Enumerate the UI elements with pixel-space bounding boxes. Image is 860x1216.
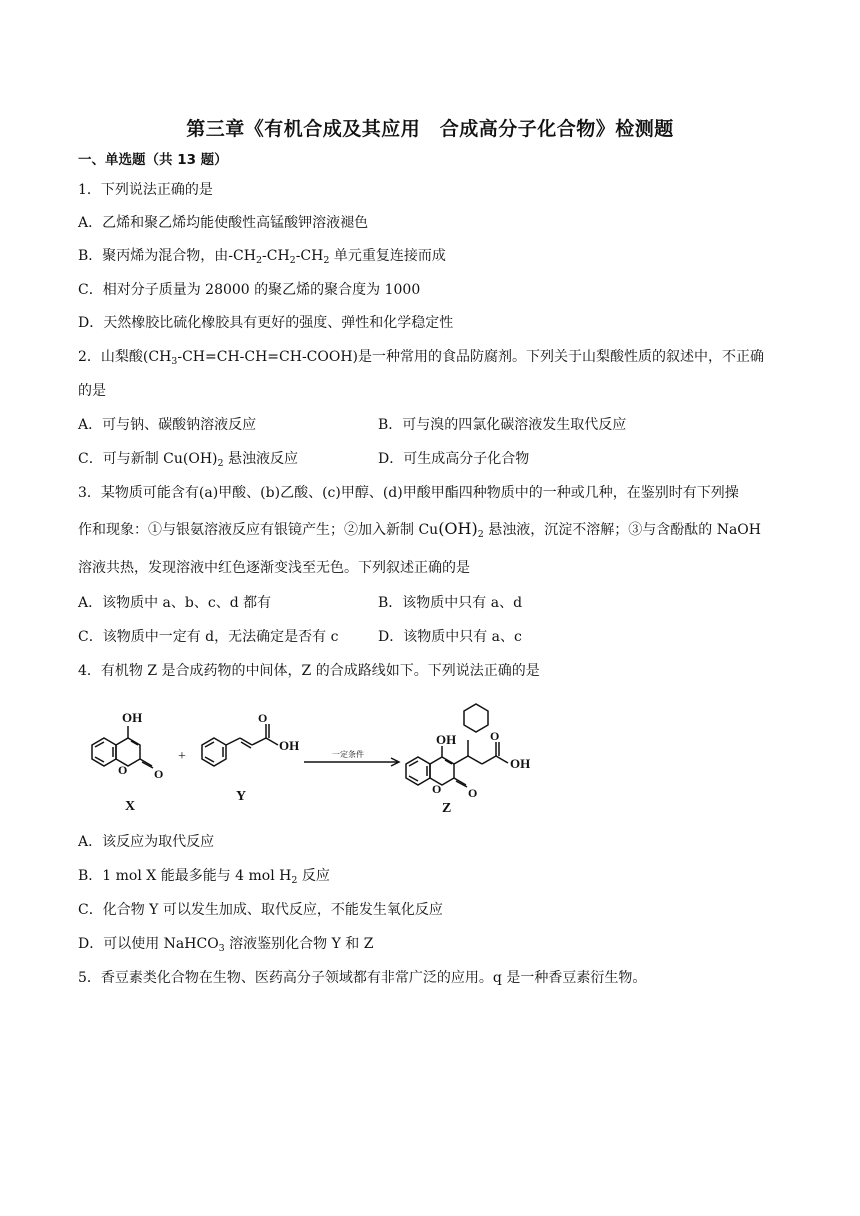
question-2-stem: 2．山梨酸$(CH_3-CH=CH-CH=CH-COOH)$是一种常用的食品防腐剂。下列关于山梨酸性质的叙述中，不正确 bbox=[78, 349, 765, 367]
section-heading: 一、单选题（共 13 题） bbox=[78, 152, 228, 168]
question-1-option-a: A．乙烯和聚乙烯均能使酸性高锰酸钾溶液褪色 bbox=[78, 215, 369, 231]
svg-text:O: O bbox=[118, 763, 128, 777]
question-4-stem: 4．有机物 Z 是合成药物的中间体，Z 的合成路线如下。下列说法正确的是 bbox=[78, 663, 540, 679]
label-z: Z bbox=[442, 801, 452, 816]
page-title: 第三章《有机合成及其应用 合成高分子化合物》检测题 bbox=[186, 118, 674, 140]
svg-text:O: O bbox=[490, 729, 500, 743]
question-4-option-d: D．可以使用 NaHCO$_3$ 溶液鉴别化合物 Y 和 Z bbox=[78, 936, 374, 954]
reaction-scheme-diagram bbox=[80, 700, 550, 820]
molecule-y-structure bbox=[202, 724, 278, 766]
y-oh-label: OH bbox=[279, 738, 300, 753]
question-3-stem-line-3: 溶液共热，发现溶液中红色逐渐变浅至无色。下列叙述正确的是 bbox=[78, 560, 470, 576]
svg-text:O: O bbox=[258, 711, 268, 725]
question-3-stem-line-2: 作和现象：①与银氨溶液反应有银镜产生；②加入新制 $Cu(OH)_2$ 悬浊液，沉淀不溶解；③与含酚酞的 NaOH bbox=[78, 519, 761, 540]
question-3-option-b: B．该物质中只有 a、d bbox=[378, 595, 523, 611]
question-3-option-a: A．该物质中 a、b、c、d 都有 bbox=[78, 595, 272, 611]
question-3-option-c: C．该物质中一定有 d，无法确定是否有 c bbox=[78, 629, 339, 645]
question-3-option-d: D．该物质中只有 a、c bbox=[378, 629, 522, 645]
question-1-option-b: B．聚丙烯为混合物，由$-CH_2-CH_2-CH_2$ 单元重复连接而成 bbox=[78, 248, 446, 266]
question-2-option-c: C．可与新制 $Cu(OH)_2$ 悬浊液反应 bbox=[78, 451, 299, 469]
question-2-option-b: B．可与溴的四氯化碳溶液发生取代反应 bbox=[378, 417, 627, 433]
question-4-option-c: C．化合物 Y 可以发生加成、取代反应，不能发生氧化反应 bbox=[78, 902, 443, 918]
question-1-stem: 1．下列说法正确的是 bbox=[78, 182, 213, 198]
question-1-option-c: C．相对分子质量为 28000 的聚乙烯的聚合度为 1000 bbox=[78, 282, 421, 298]
question-4-option-a: A．该反应为取代反应 bbox=[78, 834, 215, 850]
question-1-option-d: D．天然橡胶比硫化橡胶具有更好的强度、弹性和化学稳定性 bbox=[78, 315, 454, 331]
svg-text:O: O bbox=[468, 786, 478, 800]
label-x: X bbox=[125, 799, 136, 814]
label-y: Y bbox=[236, 789, 247, 804]
svg-text:O: O bbox=[154, 767, 164, 781]
molecule-z-structure bbox=[406, 704, 508, 787]
question-3-stem: 3．某物质可能含有(a)甲酸、(b)乙酸、(c)甲醇、(d)甲酸甲酯四种物质中的一种或几种，在鉴别时有下列操 bbox=[78, 485, 739, 501]
reaction-condition: 一定条件 bbox=[332, 750, 364, 759]
question-2-option-a: A．可与钠、碳酸钠溶液反应 bbox=[78, 417, 257, 433]
z-oh-label: OH bbox=[436, 732, 457, 747]
question-2-stem-continued: 的是 bbox=[78, 383, 106, 399]
x-oh-label: OH bbox=[122, 710, 143, 725]
molecule-x-structure bbox=[92, 726, 153, 768]
z-cooh-label: OH bbox=[510, 756, 531, 771]
svg-text:O: O bbox=[432, 782, 442, 796]
question-4-option-b: B．1 mol X 能最多能与 4 mol $H_2$ 反应 bbox=[78, 868, 330, 886]
question-2-option-d: D．可生成高分子化合物 bbox=[378, 451, 530, 467]
question-5-stem: 5．香豆素类化合物在生物、医药高分子领域都有非常广泛的应用。q 是一种香豆素衍生物。 bbox=[78, 970, 647, 986]
plus-sign: + bbox=[178, 749, 186, 764]
